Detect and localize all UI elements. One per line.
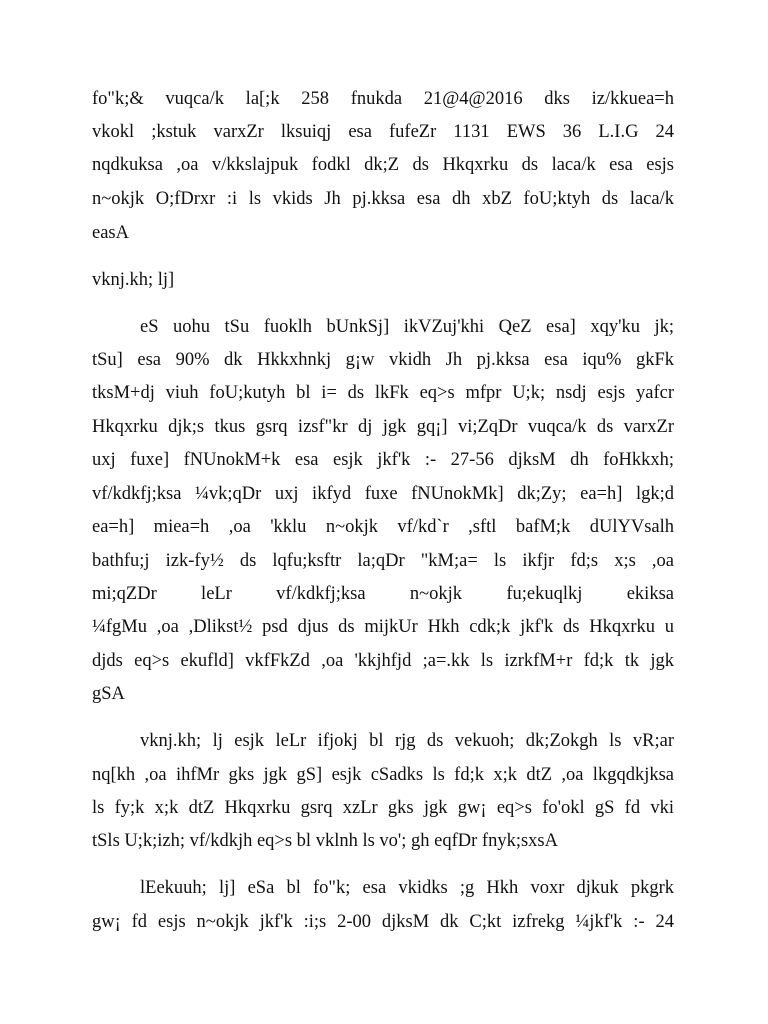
body-paragraph-1-line-4: Hkqxrku djk;s tkus gsrq izsf"kr dj jgk gq¡] vi;ZqDr vuqca/k ds varxZr	[92, 417, 674, 437]
body-paragraph-1-line-12: gSA	[92, 684, 125, 704]
body-paragraph-1-line-6: vf/kdkfj;ksa ¼vk;qDr uxj ikfyd fuxe fNUnokMk] dk;Zy; ea=h] lgk;d	[92, 484, 674, 504]
body-paragraph-1-line-7: ea=h] miea=h ,oa 'kklu n~okjk vf/kd`r ,sftl bafM;k dUlYVsalh	[92, 517, 674, 537]
body-paragraph-3-line-1: lEekuuh; lj] eSa bl fo"k; esa vkidks ;g Hkh voxr djkuk pkgrk	[140, 878, 674, 898]
body-paragraph-1-line-10: ¼fgMu ,oa ,Dlikst½ psd djus ds mijkUr Hkh cdk;k jkf'k ds Hkqxrku u	[92, 617, 674, 637]
body-paragraph-2-line-3: ls fy;k x;k dtZ Hkqxrku gsrq xzLr gks jgk gw¡ eq>s fo'okl gS fd vki	[92, 798, 674, 818]
body-paragraph-1-line-2: tSu] esa 90% dk Hkkxhnkj g¡w vkidh Jh pj.kksa esa iqu% gkFk	[92, 350, 674, 370]
body-paragraph-2-line-1: vknj.kh; lj esjk leLr ifjokj bl rjg ds vekuoh; dk;Zokgh ls vR;ar	[140, 731, 674, 751]
subject-line-3: nqdkuksa ,oa v/kkslajpuk fodkl dk;Z ds Hkqxrku ds laca/k esa esjs	[92, 155, 674, 175]
subject-line-1: fo"k;& vuqca/k la[;k 258 fnukda 21@4@2016 dks iz/kkuea=h	[92, 89, 674, 109]
subject-line-5: easA	[92, 223, 129, 243]
body-paragraph-1-line-5: uxj fuxe] fNUnokM+k esa esjk jkf'k :- 27-56 djksM dh foHkkxh;	[92, 450, 674, 470]
body-paragraph-1-line-3: tksM+dj viuh foU;kutyh bl i= ds lkFk eq>s mfpr U;k; nsdj esjs yafcr	[92, 383, 674, 403]
body-paragraph-1-line-9: mi;qZDr leLr vf/kdkfj;ksa n~okjk fu;ekuqlkj ekiksa	[92, 584, 674, 604]
subject-line-2: vkokl ;kstuk varxZr lksuiqj esa fufeZr 1131 EWS 36 L.I.G 24	[92, 122, 674, 142]
body-paragraph-2-line-4: tSls U;k;izh; vf/kdkjh eq>s bl vklnh ls vo'; gh eqfDr fnyk;sxsA	[92, 831, 558, 851]
body-paragraph-1-line-8: bathfu;j izk-fy½ ds lqfu;ksftr la;qDr "kM;a= ls ikfjr fd;s x;s ,oa	[92, 551, 674, 571]
body-paragraph-3-line-2: gw¡ fd esjs n~okjk jkf'k :i;s 2-00 djksM dk C;kt izfrekg ¼jkf'k :- 24	[92, 912, 674, 932]
body-paragraph-2-line-2: nq[kh ,oa ihfMr gks jgk gS] esjk cSadks ls fd;k x;k dtZ ,oa lkgqdkjksa	[92, 765, 674, 785]
body-paragraph-1-line-1: eS uohu tSu fuoklh bUnkSj] ikVZuj'khi QeZ esa] xqy'ku jk;	[140, 317, 674, 337]
salutation: vknj.kh; lj]	[92, 270, 175, 290]
body-paragraph-1-line-11: djds eq>s ekufld] vkfFkZd ,oa 'kkjhfjd ;a=.kk ls izrkfM+r fd;k tk jgk	[92, 651, 674, 671]
subject-line-4: n~okjk O;fDrxr :i ls vkids Jh pj.kksa esa dh xbZ foU;ktyh ds laca/k	[92, 189, 674, 209]
